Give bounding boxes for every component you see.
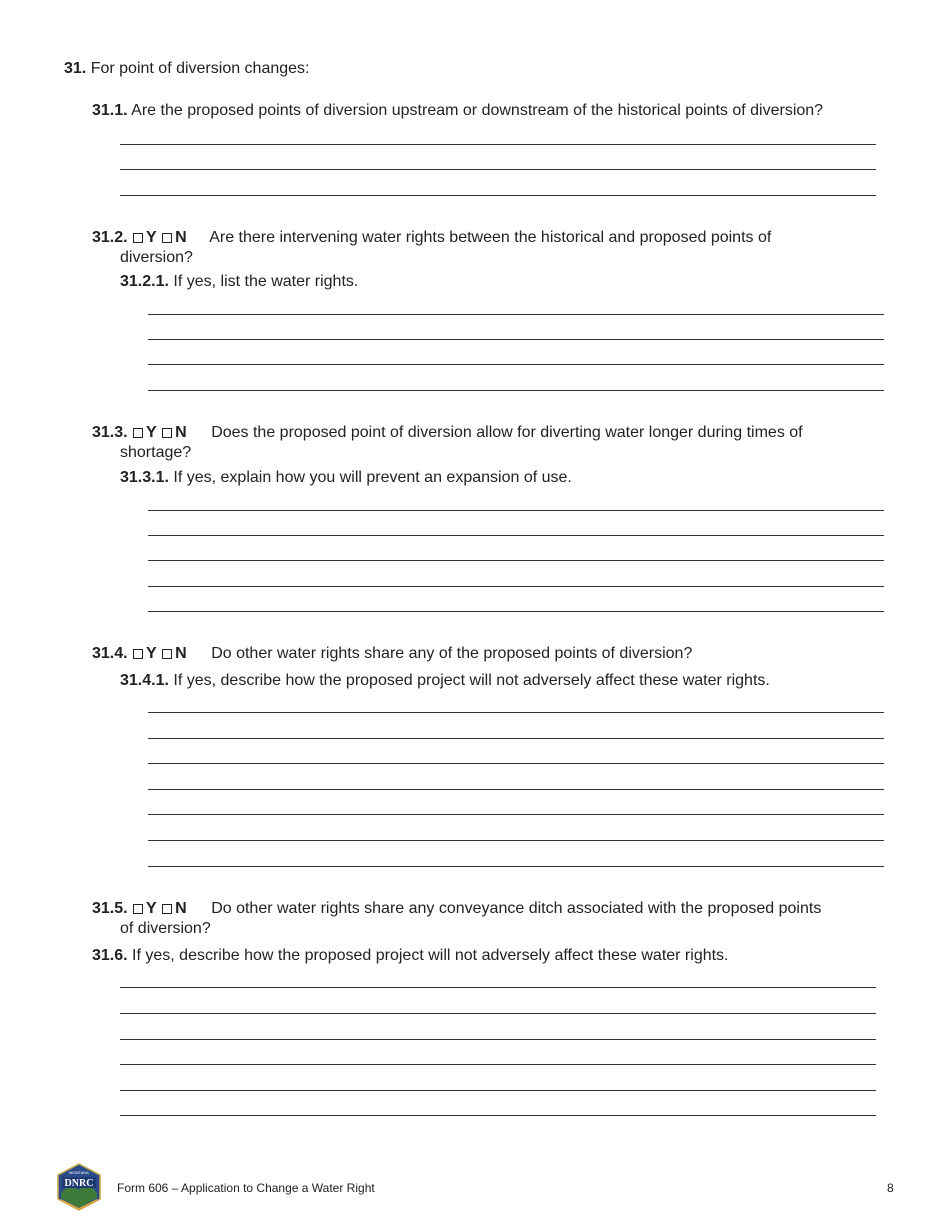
no-checkbox[interactable] bbox=[162, 428, 172, 438]
question-text: Are the proposed points of diversion upstream or downstream of the historical points of diversion? bbox=[131, 102, 824, 119]
question-text: If yes, explain how you will prevent an expansion of use. bbox=[173, 469, 572, 486]
no-label: N bbox=[175, 424, 187, 441]
question-number: 31.4. bbox=[92, 645, 128, 662]
yes-label: Y bbox=[146, 900, 157, 917]
question-31-5 bbox=[92, 899, 821, 919]
question-31-4 bbox=[92, 644, 692, 664]
question-text: Are there intervening water rights between the historical and proposed points of bbox=[209, 229, 772, 246]
logo-text: DNRC bbox=[64, 1178, 94, 1189]
answer-line[interactable] bbox=[148, 814, 884, 815]
question-text: If yes, list the water rights. bbox=[173, 273, 359, 290]
yes-label: Y bbox=[146, 424, 157, 441]
answer-line[interactable] bbox=[120, 1115, 876, 1116]
answer-line[interactable] bbox=[148, 390, 884, 391]
no-checkbox[interactable] bbox=[162, 649, 172, 659]
answer-line[interactable] bbox=[120, 1039, 876, 1040]
yes-label: Y bbox=[146, 645, 157, 662]
yes-checkbox[interactable] bbox=[133, 233, 143, 243]
answer-line[interactable] bbox=[120, 1064, 876, 1065]
yes-checkbox[interactable] bbox=[133, 904, 143, 914]
answer-line[interactable] bbox=[148, 535, 884, 536]
page-number: 8 bbox=[887, 1181, 894, 1195]
yes-checkbox[interactable] bbox=[133, 428, 143, 438]
question-text-continued: diversion? bbox=[120, 249, 193, 266]
question-text: Does the proposed point of diversion allow for diverting water longer during times of bbox=[211, 424, 803, 441]
answer-line[interactable] bbox=[148, 586, 884, 587]
no-label: N bbox=[175, 900, 187, 917]
question-number: 31.5. bbox=[92, 900, 128, 917]
yes-label: Y bbox=[146, 229, 157, 246]
question-text: If yes, describe how the proposed project will not adversely affect these water rights. bbox=[132, 947, 729, 964]
question-number: 31.1. bbox=[92, 102, 128, 119]
question-number: 31. bbox=[64, 60, 87, 77]
answer-line[interactable] bbox=[148, 314, 884, 315]
no-checkbox[interactable] bbox=[162, 233, 172, 243]
question-31-1 bbox=[92, 101, 823, 121]
answer-line[interactable] bbox=[148, 866, 884, 867]
question-31-2 bbox=[92, 228, 771, 248]
question-number: 31.2.1. bbox=[120, 273, 169, 290]
answer-line[interactable] bbox=[148, 560, 884, 561]
question-31-2-1 bbox=[120, 272, 358, 292]
answer-line[interactable] bbox=[148, 712, 884, 713]
answer-line[interactable] bbox=[120, 169, 876, 170]
question-31-3-1 bbox=[120, 468, 572, 488]
footer-form-title: Form 606 – Application to Change a Water Right bbox=[117, 1181, 375, 1195]
answer-line[interactable] bbox=[148, 611, 884, 612]
answer-line[interactable] bbox=[148, 364, 884, 365]
question-text-continued: of diversion? bbox=[120, 920, 211, 937]
answer-line[interactable] bbox=[120, 1013, 876, 1014]
answer-line[interactable] bbox=[148, 763, 884, 764]
no-label: N bbox=[175, 645, 187, 662]
answer-line[interactable] bbox=[148, 840, 884, 841]
question-31-6 bbox=[92, 946, 729, 966]
answer-line[interactable] bbox=[120, 144, 876, 145]
question-text: Do other water rights share any of the proposed points of diversion? bbox=[211, 645, 693, 662]
question-number: 31.6. bbox=[92, 947, 128, 964]
question-31-4-1 bbox=[120, 671, 770, 691]
question-number: 31.3. bbox=[92, 424, 128, 441]
answer-line[interactable] bbox=[148, 339, 884, 340]
answer-line[interactable] bbox=[120, 1090, 876, 1091]
question-number: 31.4.1. bbox=[120, 672, 169, 689]
answer-line[interactable] bbox=[148, 789, 884, 790]
question-text: Do other water rights share any conveyance ditch associated with the proposed points bbox=[211, 900, 822, 917]
answer-line[interactable] bbox=[148, 510, 884, 511]
yes-checkbox[interactable] bbox=[133, 649, 143, 659]
question-31 bbox=[64, 59, 310, 79]
answer-line[interactable] bbox=[120, 987, 876, 988]
question-text: For point of diversion changes: bbox=[90, 60, 310, 77]
logo-top-text: MONTANA bbox=[69, 1170, 89, 1175]
question-text-continued: shortage? bbox=[120, 444, 192, 461]
question-number: 31.3.1. bbox=[120, 469, 169, 486]
answer-line[interactable] bbox=[148, 738, 884, 739]
question-31-3 bbox=[92, 423, 803, 443]
question-number: 31.2. bbox=[92, 229, 128, 246]
no-label: N bbox=[175, 229, 187, 246]
question-text: If yes, describe how the proposed project will not adversely affect these water rights. bbox=[173, 672, 770, 689]
no-checkbox[interactable] bbox=[162, 904, 172, 914]
answer-line[interactable] bbox=[120, 195, 876, 196]
dnrc-logo bbox=[55, 1163, 103, 1211]
